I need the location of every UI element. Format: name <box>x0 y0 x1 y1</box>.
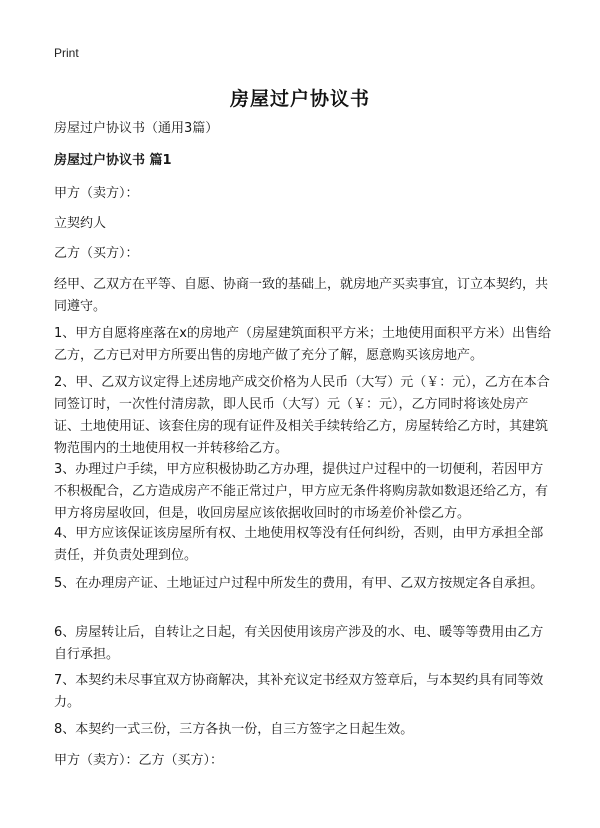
clause-8: 8、本契约一式三份，三方各执一份，自三方签字之日起生效。 <box>54 722 414 737</box>
clause-4: 4、甲方应该保证该房屋所有权、土地使用权等没有任何纠纷，否则，由甲方承担全部责任，并负责处理到位。 <box>54 526 544 563</box>
clause-5: 5、在办理房产证、土地证过户过程中所发生的费用，有甲、乙双方按规定各自承担。 <box>54 576 544 591</box>
clause-6: 6、房屋转让后，自转让之日起，有关因使用该房产涉及的水、电、暖等等费用由乙方自行承担。 <box>54 625 544 662</box>
clause-7: 7、本契约未尽事宜双方协商解决，其补充议定书经双方签章后，与本契约具有同等效力。 <box>54 673 544 710</box>
clause-2: 2、甲、乙双方议定得上述房地产成交价格为人民币（大写）元（￥：元），乙方在本合同签订时，一次性付清房款，即人民币（大写）元（￥：元），乙方同时将该处房产证、土地使用证、该套住房的现有证件及相关手续转给乙方，房屋转给乙方时，其建筑物范围内的土地使用权一并转移给乙方。 <box>54 375 550 456</box>
party-a-label: 甲方（卖方）： <box>54 186 139 201</box>
party-b-label: 乙方（买方）： <box>54 246 139 261</box>
document-subtitle: 房屋过户协议书（通用3篇） <box>54 121 219 136</box>
clause-1: 1、甲方自愿将座落在x的房地产（房屋建筑面积平方米；土地使用面积平方米）出售给乙方，乙方已对甲方所要出售的房地产做了充分了解，愿意购买该房地产。 <box>54 326 551 363</box>
section-heading: 房屋过户协议书 篇1 <box>54 153 172 168</box>
signature-line: 甲方（卖方）：乙方（买方）： <box>54 753 224 768</box>
print-label: Print <box>54 46 79 60</box>
document-title: 房屋过户协议书 <box>229 88 370 110</box>
clause-3: 3、办理过户手续，甲方应积极协助乙方办理，提供过户过程中的一切便利，若因甲方不积极配合，乙方造成房产不能正常过户，甲方应无条件将购房款如数退还给乙方，有甲方将房屋收回，但是，收回房屋应该依据收回时的市场差价补偿乙方。 <box>54 462 549 521</box>
signer-label: 立契约人 <box>54 216 107 231</box>
intro-paragraph: 经甲、乙双方在平等、自愿、协商一致的基础上，就房地产买卖事宜，订立本契约，共同遵守。 <box>54 277 549 314</box>
